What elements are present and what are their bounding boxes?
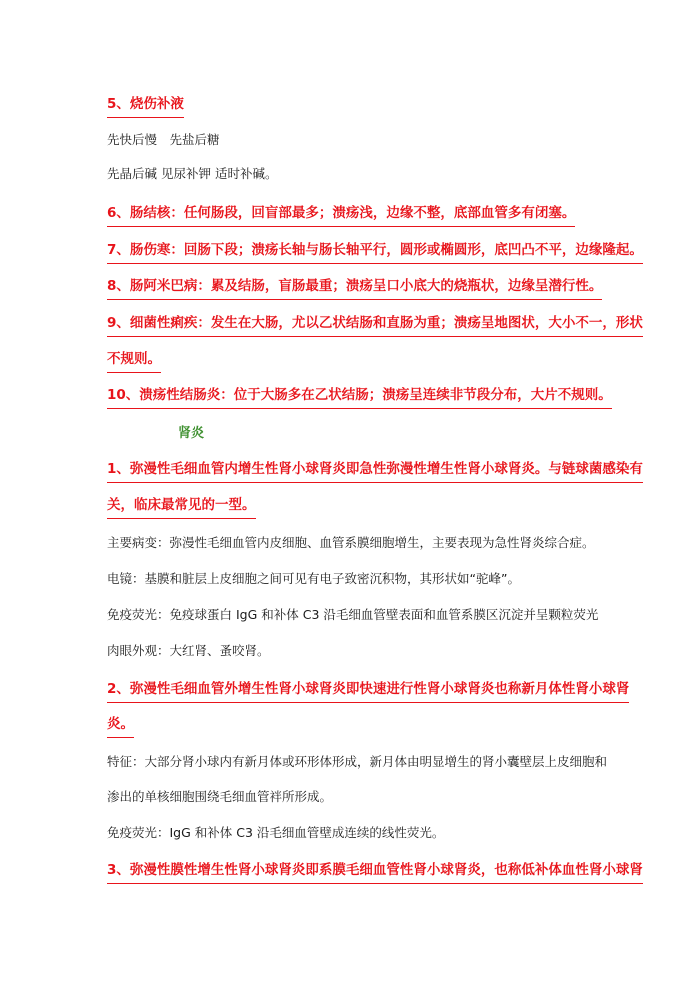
heading-nephritis-3: 3、弥漫性膜性增生性肾小球肾炎即系膜毛细血管性肾小球肾炎，也称低补体血性肾小球肾 [107, 860, 643, 884]
heading-burn-fluid: 5、烧伤补液 [107, 94, 184, 118]
heading-ulcerative-colitis: 10、溃疡性结肠炎：位于大肠多在乙状结肠；溃疡呈连续非节段分布，大片不规则。 [107, 385, 612, 409]
heading-nephritis-2-cont: 炎。 [107, 714, 134, 738]
heading-nephritis-2: 2、弥漫性毛细血管外增生性肾小球肾炎即快速进行性肾小球肾炎也称新月体性肾小球肾 [107, 679, 629, 703]
body-line: 特征：大部分肾小球内有新月体或环形体形成，新月体由明显增生的肾小囊壁层上皮细胞和 [107, 754, 608, 769]
heading-intestinal-tuberculosis: 6、肠结核：任何肠段，回盲部最多；溃疡浅，边缘不整，底部血管多有闭塞。 [107, 203, 575, 227]
body-line: 主要病变：弥漫性毛细血管内皮细胞、血管系膜细胞增生，主要表现为急性肾炎综合症。 [107, 535, 595, 550]
heading-intestinal-typhoid: 7、肠伤寒：回肠下段；溃疡长轴与肠长轴平行，圆形或椭圆形，底凹凸不平，边缘隆起。 [107, 240, 643, 264]
body-line: 免疫荧光：IgG 和补体 C3 沿毛细血管壁成连续的线性荧光。 [107, 825, 445, 840]
heading-nephritis-1-cont: 关，临床最常见的一型。 [107, 495, 256, 519]
body-line: 渗出的单核细胞围绕毛细血管袢所形成。 [107, 789, 333, 804]
body-line: 先晶后碱 见尿补钾 适时补碱。 [107, 166, 278, 181]
heading-amoebiasis: 8、肠阿米巴病：累及结肠，盲肠最重；溃疡呈口小底大的烧瓶状，边缘呈潜行性。 [107, 276, 602, 300]
body-line: 先快后慢 先盐后糖 [107, 132, 220, 147]
body-line: 免疫荧光：免疫球蛋白 IgG 和补体 C3 沿毛细血管壁表面和血管系膜区沉淀并呈颗粒荧光 [107, 607, 599, 622]
heading-bacillary-dysentery: 9、细菌性痢疾：发生在大肠，尤以乙状结肠和直肠为重；溃疡呈地图状，大小不一，形状 [107, 313, 643, 337]
body-line: 电镜：基膜和脏层上皮细胞之间可见有电子致密沉积物，其形状如“驼峰”。 [107, 571, 520, 586]
section-title-nephritis: 肾炎 [178, 426, 205, 441]
body-line: 肉眼外观：大红肾、蚤咬肾。 [107, 643, 270, 658]
heading-nephritis-1: 1、弥漫性毛细血管内增生性肾小球肾炎即急性弥漫性增生性肾小球肾炎。与链球菌感染有 [107, 459, 643, 483]
heading-bacillary-dysentery-cont: 不规则。 [107, 349, 161, 373]
